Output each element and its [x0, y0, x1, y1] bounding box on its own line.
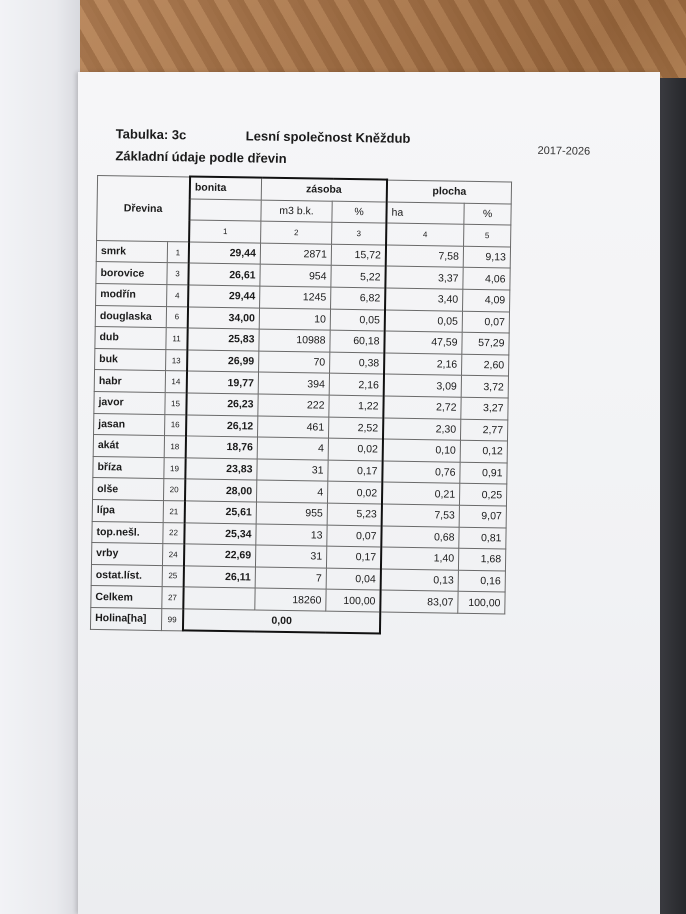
- bonita-value: 19,77: [187, 371, 259, 394]
- area-ha: 0,10: [383, 439, 461, 462]
- species-table: [90, 174, 512, 637]
- area-ha: 2,72: [383, 396, 461, 419]
- company-name: Lesní společnost Kněždub: [245, 128, 411, 146]
- bonita-value: 26,61: [188, 263, 260, 286]
- bonita-value: 29,44: [189, 242, 261, 265]
- area-percent: 0,07: [462, 311, 509, 333]
- area-ha: 0,76: [382, 461, 460, 484]
- volume-m3: 394: [258, 372, 329, 395]
- holina-code: 99: [161, 608, 183, 630]
- total-area-percent: 100,00: [458, 591, 505, 613]
- total-volume-percent: 100,00: [326, 589, 381, 611]
- column-index-4: 4: [386, 223, 464, 246]
- volume-m3: 10988: [259, 329, 330, 352]
- species-code: 3: [167, 263, 189, 285]
- volume-percent: 0,17: [328, 460, 383, 482]
- area-percent: 0,91: [460, 462, 507, 484]
- species-code: 13: [166, 349, 188, 371]
- species-name: bříza: [93, 456, 164, 479]
- area-percent: 9,07: [459, 505, 506, 527]
- total-area-ha: 83,07: [380, 590, 458, 613]
- volume-percent: 0,04: [326, 568, 381, 590]
- area-percent: 2,77: [460, 419, 507, 441]
- holina-value: 0,00: [183, 609, 380, 634]
- plocha-header: plocha: [387, 180, 512, 204]
- species-code: 18: [164, 436, 186, 458]
- bonita-value: 26,99: [187, 350, 259, 373]
- species-code: 1: [167, 241, 189, 263]
- species-name: borovice: [96, 262, 167, 285]
- m3-header: m3 b.k.: [261, 200, 332, 223]
- volume-percent: 0,02: [328, 438, 383, 460]
- total-bonita-empty: [183, 587, 255, 610]
- area-percent: 4,09: [463, 289, 510, 311]
- area-percent: 0,16: [458, 570, 505, 592]
- bonita-subheader: [189, 199, 261, 222]
- area-ha: 0,13: [381, 569, 459, 592]
- volume-percent: 6,82: [331, 287, 386, 309]
- species-name: ostat.líst.: [91, 564, 162, 587]
- table-subtitle: Základní údaje podle dřevin: [115, 148, 287, 166]
- bonita-value: 29,44: [188, 285, 260, 308]
- area-percent: 3,72: [461, 376, 508, 398]
- area-ha: 1,40: [381, 547, 459, 570]
- species-code: 6: [166, 306, 188, 328]
- bonita-value: 22,69: [184, 544, 256, 567]
- volume-m3: 70: [259, 351, 330, 374]
- bonita-value: 26,11: [184, 566, 256, 589]
- bonita-value: 25,61: [185, 501, 257, 524]
- species-name: douglaska: [95, 305, 166, 328]
- species-code: 4: [167, 285, 189, 307]
- species-code: 25: [162, 565, 184, 587]
- total-volume-m3: 18260: [255, 588, 326, 611]
- document-content: [89, 118, 618, 686]
- bonita-value: 26,23: [186, 393, 258, 416]
- area-ha: 7,53: [382, 504, 460, 527]
- species-code: 19: [164, 457, 186, 479]
- species-name: buk: [95, 348, 166, 371]
- volume-m3: 2871: [260, 243, 331, 266]
- area-ha: 2,30: [383, 418, 461, 441]
- volume-m3: 7: [255, 567, 326, 590]
- species-name: akát: [93, 435, 164, 458]
- species-code: 15: [165, 393, 187, 415]
- area-ha: 3,40: [385, 288, 463, 311]
- bonita-value: 25,83: [187, 328, 259, 351]
- area-percent: 4,06: [463, 268, 510, 290]
- species-name: smrk: [96, 240, 167, 263]
- species-code: 24: [162, 544, 184, 566]
- volume-percent: 2,16: [329, 374, 384, 396]
- species-code: 21: [163, 500, 185, 522]
- area-ha: 0,05: [385, 310, 463, 333]
- area-ha: 3,09: [384, 374, 462, 397]
- volume-percent: 15,72: [331, 244, 386, 266]
- column-index-1: 1: [189, 220, 261, 243]
- volume-m3: 461: [258, 416, 329, 439]
- bonita-value: 26,12: [186, 414, 258, 437]
- volume-percent: 2,52: [328, 417, 383, 439]
- volume-percent: 0,07: [327, 525, 382, 547]
- species-name: habr: [94, 370, 165, 393]
- volume-percent: 0,02: [327, 481, 382, 503]
- volume-percent: 5,22: [331, 266, 386, 288]
- zasoba-header: zásoba: [261, 178, 387, 202]
- species-code: 20: [164, 479, 186, 501]
- species-name: dub: [95, 327, 166, 350]
- area-percent: 1,68: [458, 548, 505, 570]
- species-name: lípa: [92, 499, 163, 522]
- volume-m3: 4: [256, 480, 327, 503]
- area-ha: 2,16: [384, 353, 462, 376]
- volume-m3: 10: [259, 308, 330, 331]
- area-percent: 3,27: [461, 397, 508, 419]
- column-index-3: 3: [332, 222, 387, 244]
- volume-m3: 31: [255, 545, 326, 568]
- plocha-pct-header: %: [464, 203, 511, 225]
- area-percent: 0,25: [459, 484, 506, 506]
- ha-header: ha: [386, 202, 464, 225]
- bonita-value: 28,00: [185, 479, 257, 502]
- area-percent: 57,29: [462, 332, 509, 354]
- species-code: 14: [165, 371, 187, 393]
- column-index-5: 5: [464, 224, 511, 246]
- area-percent: 0,12: [460, 440, 507, 462]
- species-code: 22: [163, 522, 185, 544]
- facing-page: [0, 0, 80, 914]
- volume-m3: 955: [256, 502, 327, 525]
- species-code: 16: [165, 414, 187, 436]
- volume-m3: 954: [260, 264, 331, 287]
- volume-percent: 0,17: [326, 546, 381, 568]
- volume-percent: 5,23: [327, 503, 382, 525]
- volume-m3: 13: [256, 524, 327, 547]
- species-name: modřín: [96, 283, 167, 306]
- table-label: Tabulka: 3c: [115, 126, 187, 143]
- volume-percent: 0,05: [330, 309, 385, 331]
- volume-percent: 0,38: [330, 352, 385, 374]
- bonita-value: 23,83: [185, 458, 257, 481]
- species-name: vrby: [91, 543, 162, 566]
- area-percent: 9,13: [463, 246, 510, 268]
- species-code: 11: [166, 328, 188, 350]
- total-code: 27: [162, 587, 184, 609]
- species-header: Dřevina: [97, 175, 191, 242]
- bonita-value: 34,00: [188, 307, 260, 330]
- volume-m3: 4: [257, 437, 328, 460]
- bonita-value: 25,34: [184, 522, 256, 545]
- volume-m3: 222: [258, 394, 329, 417]
- species-rows: [90, 240, 510, 636]
- species-name: javor: [94, 391, 165, 414]
- volume-m3: 1245: [260, 286, 331, 309]
- area-percent: 0,81: [459, 527, 506, 549]
- area-percent: 2,60: [461, 354, 508, 376]
- bonita-header: bonita: [190, 176, 262, 199]
- bonita-value: 18,76: [186, 436, 258, 459]
- total-label: Celkem: [91, 586, 162, 609]
- area-ha: 47,59: [384, 331, 462, 354]
- area-ha: 0,68: [381, 526, 459, 549]
- column-index-2: 2: [261, 221, 332, 244]
- area-ha: 3,37: [385, 266, 463, 289]
- species-name: top.nešl.: [92, 521, 163, 544]
- zasoba-pct-header: %: [332, 201, 387, 223]
- volume-percent: 60,18: [330, 330, 385, 352]
- holina-label: Holina[ha]: [90, 607, 161, 630]
- area-ha: 7,58: [386, 245, 464, 268]
- species-name: olše: [93, 478, 164, 501]
- volume-percent: 1,22: [329, 395, 384, 417]
- species-name: jasan: [94, 413, 165, 436]
- volume-m3: 31: [257, 459, 328, 482]
- area-ha: 0,21: [382, 482, 460, 505]
- period-label: 2017-2026: [537, 144, 591, 158]
